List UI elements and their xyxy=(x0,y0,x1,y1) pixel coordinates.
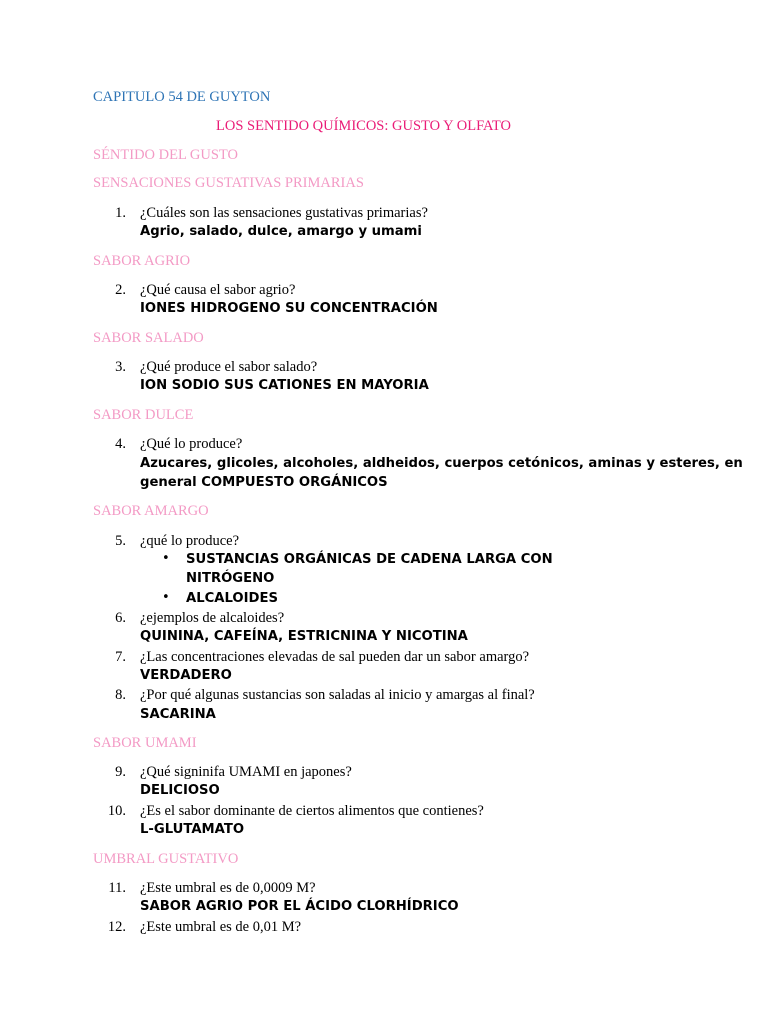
bullet-icon: • xyxy=(162,590,170,605)
section-heading-umbral: UMBRAL GUSTATIVO xyxy=(93,851,239,867)
question-text: ¿Las concentraciones elevadas de sal pueden dar un sabor amargo? xyxy=(140,649,530,665)
question-text: ¿Qué causa el sabor agrio? xyxy=(140,282,296,298)
bullet-answer-continued: NITRÓGENO xyxy=(186,571,275,586)
question-text: ¿Qué lo produce? xyxy=(140,436,243,452)
answer-text: VERDADERO xyxy=(140,668,232,683)
question-number: 5. xyxy=(115,533,126,549)
answer-text-continued: general COMPUESTO ORGÁNICOS xyxy=(140,475,388,490)
answer-text: DELICIOSO xyxy=(140,783,220,798)
question-text: ¿qué lo produce? xyxy=(140,533,240,549)
answer-text: Azucares, glicoles, alcoholes, aldheidos, cuerpos cetónicos, aminas y esteres, en xyxy=(140,456,743,471)
question-number: 10. xyxy=(107,803,126,819)
section-heading-dulce: SABOR DULCE xyxy=(93,407,194,423)
answer-text: SACARINA xyxy=(140,707,216,722)
section-heading-sensaciones: SENSACIONES GUSTATIVAS PRIMARIAS xyxy=(93,175,364,191)
question-text: ¿Qué produce el sabor salado? xyxy=(140,359,318,375)
bullet-answer: ALCALOIDES xyxy=(186,591,278,606)
section-heading-salado: SABOR SALADO xyxy=(93,330,204,346)
question-number: 6. xyxy=(115,610,126,626)
answer-text: L-GLUTAMATO xyxy=(140,822,245,837)
answer-text: ION SODIO SUS CATIONES EN MAYORIA xyxy=(140,378,429,393)
question-number: 12. xyxy=(107,919,126,935)
section-heading-amargo: SABOR AMARGO xyxy=(93,503,209,519)
section-heading-sentido-gusto: SÉNTIDO DEL GUSTO xyxy=(93,147,238,163)
question-number: 3. xyxy=(115,359,126,375)
document-title: LOS SENTIDO QUÍMICOS: GUSTO Y OLFATO xyxy=(216,118,511,134)
question-text: ¿Es el sabor dominante de ciertos alimentos que contienes? xyxy=(140,803,484,819)
question-text: ¿Este umbral es de 0,01 M? xyxy=(140,919,302,935)
question-number: 2. xyxy=(115,282,126,298)
question-text: ¿Qué signinifa UMAMI en japones? xyxy=(140,764,352,780)
question-number: 8. xyxy=(115,687,126,703)
answer-text: SABOR AGRIO POR EL ÁCIDO CLORHÍDRICO xyxy=(140,899,459,914)
section-heading-umami: SABOR UMAMI xyxy=(93,735,197,751)
question-text: ¿Este umbral es de 0,0009 M? xyxy=(140,880,316,896)
bullet-answer: SUSTANCIAS ORGÁNICAS DE CADENA LARGA CON xyxy=(186,552,553,567)
question-number: 4. xyxy=(115,436,126,452)
question-number: 7. xyxy=(115,649,126,665)
question-number: 1. xyxy=(115,205,126,221)
question-text: ¿Por qué algunas sustancias son saladas al inicio y amargas al final? xyxy=(140,687,535,703)
section-heading-agrio: SABOR AGRIO xyxy=(93,253,191,269)
question-text: ¿Cuáles son las sensaciones gustativas primarias? xyxy=(140,205,428,221)
answer-text: IONES HIDROGENO SU CONCENTRACIÓN xyxy=(140,301,438,316)
question-number: 9. xyxy=(115,764,126,780)
chapter-heading: CAPITULO 54 DE GUYTON xyxy=(93,89,271,105)
bullet-icon: • xyxy=(162,551,170,566)
question-text: ¿ejemplos de alcaloides? xyxy=(140,610,285,626)
answer-text: QUININA, CAFEÍNA, ESTRICNINA Y NICOTINA xyxy=(140,629,468,644)
question-number: 11. xyxy=(108,880,126,896)
answer-text: Agrio, salado, dulce, amargo y umami xyxy=(140,224,422,239)
